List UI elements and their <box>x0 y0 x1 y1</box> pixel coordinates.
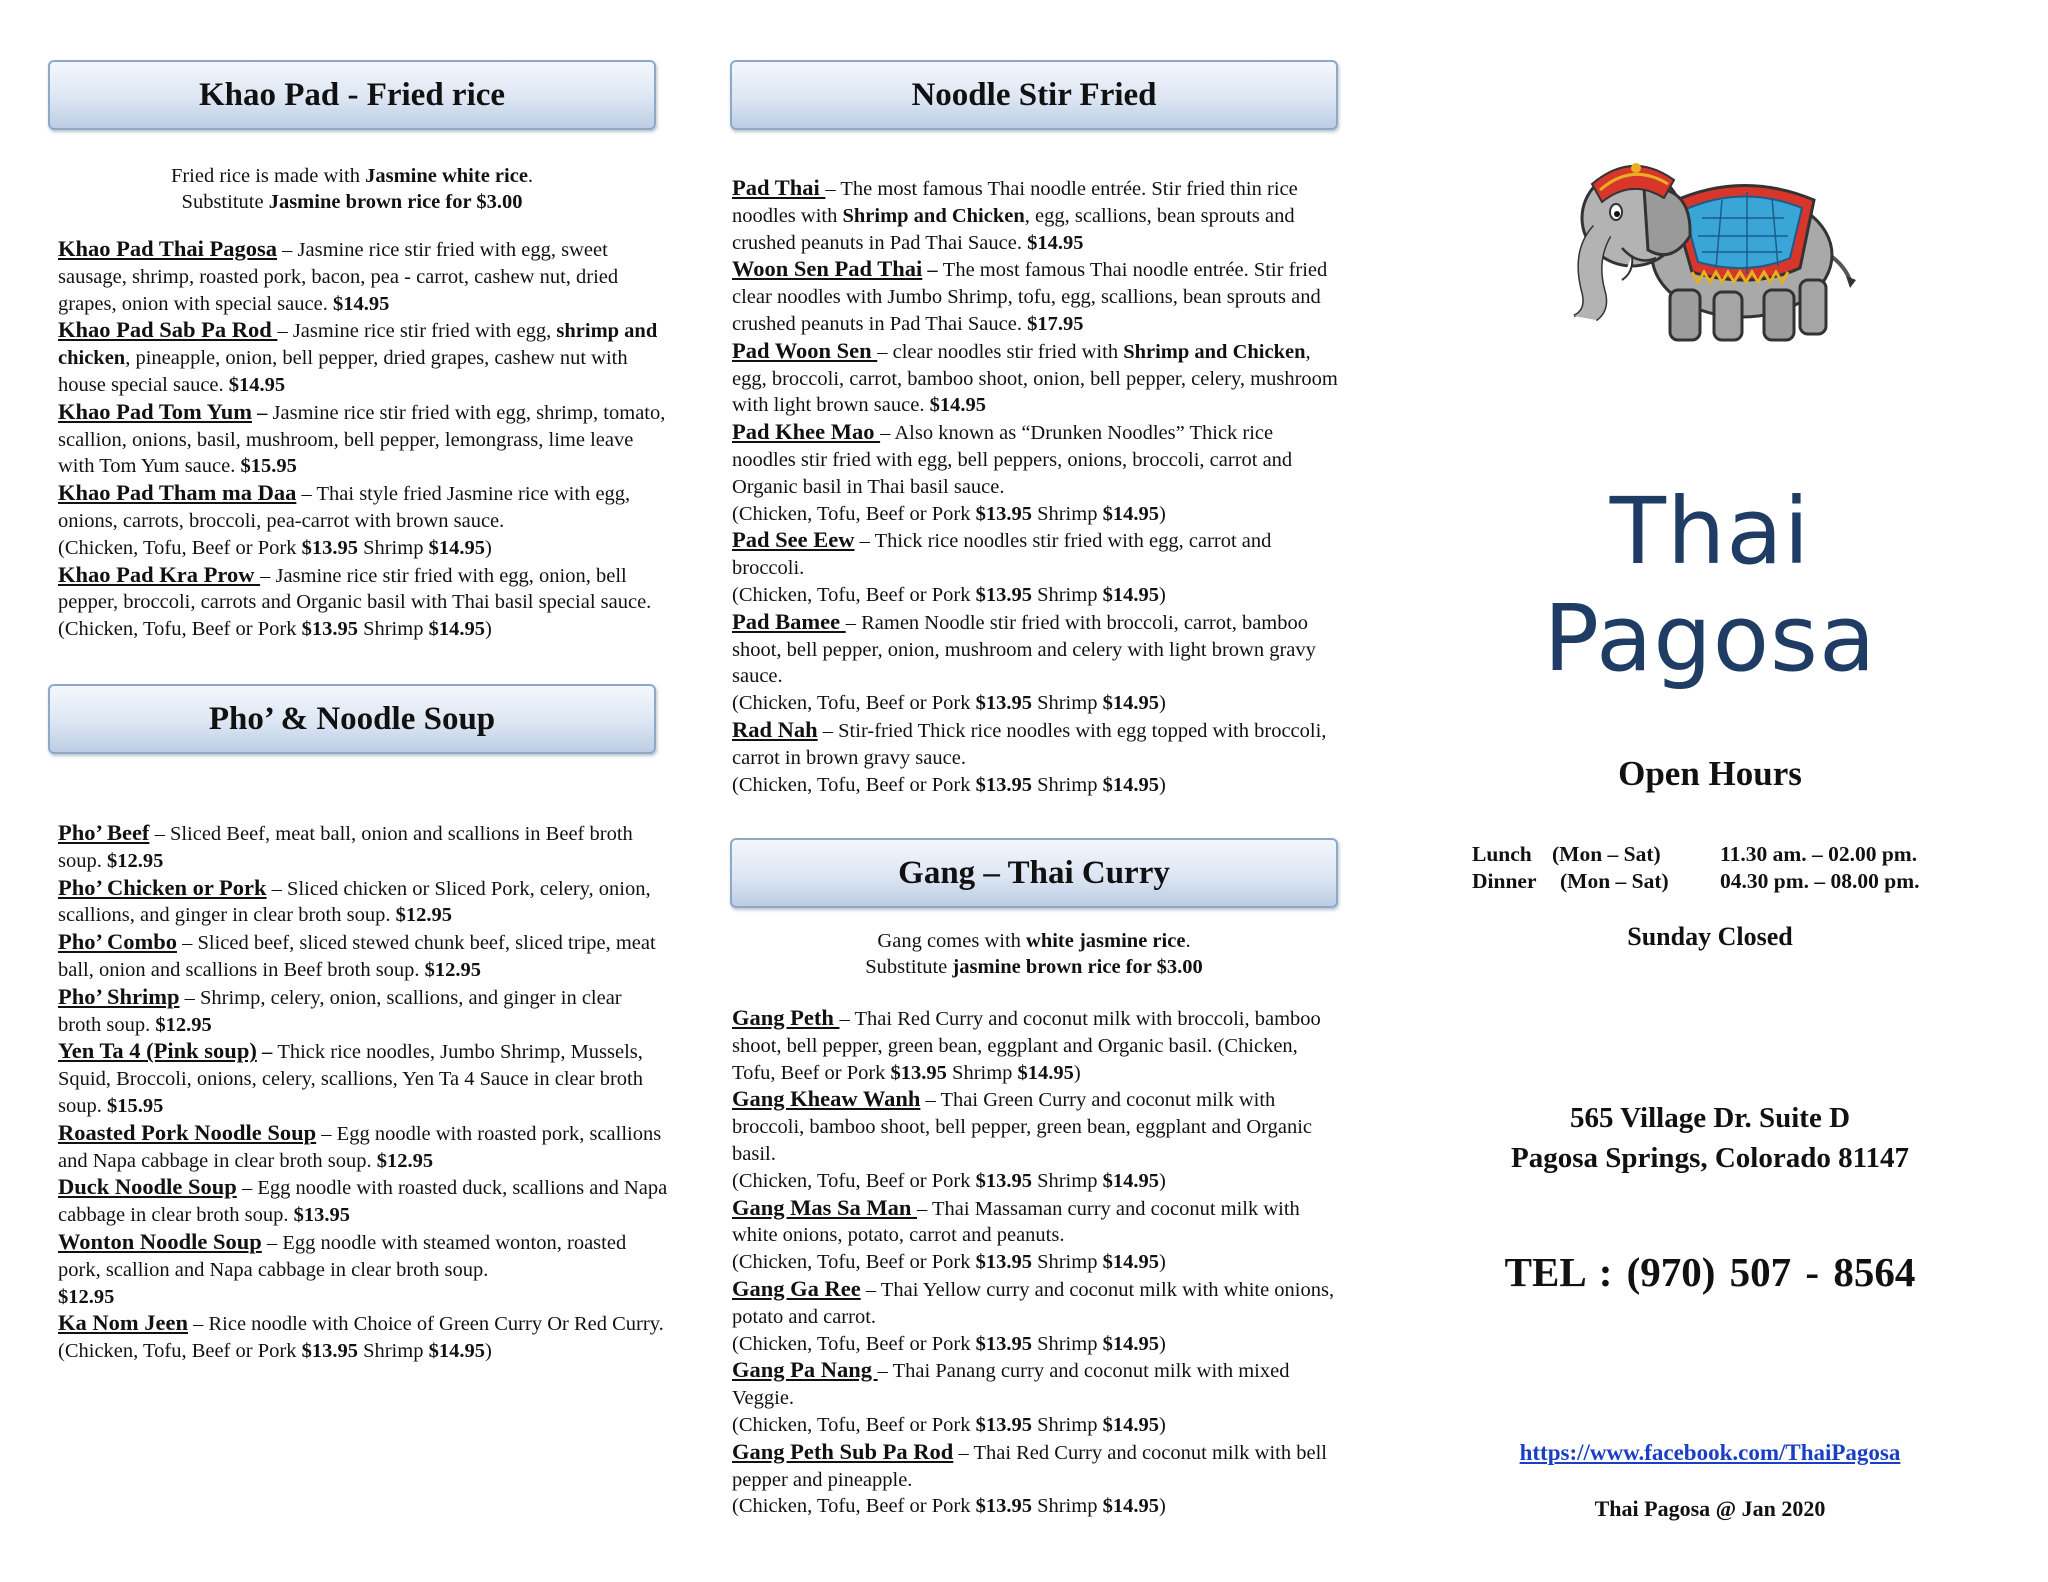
menu-item-options: (Chicken, Tofu, Beef or Pork <box>732 1332 976 1355</box>
menu-item-name: Pad Thai <box>732 175 826 200</box>
menu-item-description: Jasmine rice stir fried with egg, shrimp, tomato, scallion, onions, basil, mushroom, bell pepper, lemongrass, lime leave with Tom Yum sauce. <box>58 401 666 478</box>
menu-item <box>58 480 668 561</box>
menu-item-price: $13.95 <box>301 536 358 559</box>
menu-item-description: , egg, scallions, bean sprouts and crushed peanuts in Pad Thai Sauce. <box>732 204 1295 254</box>
menu-item-separator: – <box>256 1041 278 1064</box>
menu-item-price: $14.95 <box>428 1340 485 1363</box>
menu-item-name: Rad Nah <box>732 716 818 742</box>
menu-item-options: Shrimp <box>357 618 429 641</box>
menu-item-options: ) <box>1158 1251 1166 1274</box>
menu-item-price: $14.95 <box>1027 231 1084 254</box>
menu-item-options: ) <box>1158 1413 1166 1436</box>
menu-item-options: Shrimp <box>1031 502 1103 525</box>
menu-item-name: Pad Khee Mao <box>732 419 881 445</box>
menu-item-description: – Jasmine rice stir fried with egg, <box>277 320 557 343</box>
menu-item-price: $13.95 <box>975 502 1032 525</box>
menu-item <box>58 1310 668 1365</box>
menu-item-price: $12.95 <box>395 904 452 927</box>
menu-item-options: Shrimp <box>1031 1413 1103 1436</box>
menu-item-description: – Stir-fried Thick rice noodles with egg topped with broccoli, carrot in brown gravy sauce. <box>732 719 1327 769</box>
open-hours-title: Open Hours <box>1618 754 1802 793</box>
menu-item-options: Shrimp <box>1031 1332 1103 1355</box>
footer-copyright: Thai Pagosa @ Jan 2020 <box>1594 1496 1826 1521</box>
menu-item-name: Khao Pad Tham ma Daa <box>58 480 297 506</box>
hours-dinner-time: 04.30 pm. – 08.00 pm. <box>1720 869 1920 893</box>
menu-item-options: (Chicken, Tofu, Beef or Pork <box>732 773 976 796</box>
menu-item-name: Gang Peth <box>732 1005 840 1030</box>
hours-lunch-label: Lunch <box>1472 842 1532 866</box>
menu-item-name: Gang Ga Ree <box>732 1275 861 1301</box>
menu-item-price: $14.95 <box>1102 1495 1159 1518</box>
section-header-noodle: Noodle Stir Fried <box>730 60 1338 130</box>
menu-item-options: ) <box>1158 773 1166 796</box>
hours-dinner-label: Dinner <box>1472 869 1537 893</box>
menu-item-options: (Chicken, Tofu, Beef or Pork <box>732 1251 976 1274</box>
menu-item-description: Shrimp <box>946 1061 1018 1084</box>
menu-item-options: ) <box>1158 1169 1166 1192</box>
elephant-logo-icon <box>1552 140 1868 350</box>
menu-item-description: – Thai Red Curry and coconut milk with broccoli, bamboo shoot, bell pepper, green bean, eggplant and Organic basil. (Chicken, Tofu, Beef or Pork <box>732 1008 1321 1084</box>
menu-item-options: ) <box>484 618 492 641</box>
menu-item-options: Shrimp <box>1031 1169 1103 1192</box>
menu-item <box>732 256 1342 337</box>
menu-item-description: – Egg noodle with steamed wonton, roasted pork, scallion and Napa cabbage in clear broth soup. <box>58 1231 627 1281</box>
menu-item <box>58 875 668 930</box>
menu-item-description: Thick rice noodles, Jumbo Shrimp, Mussels, Squid, Broccoli, onions, celery, scallions, Yen Ta 4 Sauce in clear broth soup. <box>58 1041 643 1117</box>
menu-item-options: (Chicken, Tofu, Beef or Pork <box>732 692 976 715</box>
menu-item-highlight: Shrimp and Chicken <box>842 204 1025 227</box>
menu-item-description: – Egg noodle with roasted duck, scallions and Napa cabbage in clear broth soup. <box>58 1177 668 1227</box>
menu-item-description: – Thick rice noodles stir fried with egg, carrot and broccoli. <box>732 530 1272 580</box>
menu-item-price: $14.95 <box>1102 773 1159 796</box>
menu-item <box>732 527 1342 608</box>
menu-item-price: $15.95 <box>106 1094 164 1117</box>
menu-item <box>732 175 1342 256</box>
menu-item <box>58 984 668 1039</box>
menu-item-name: Wonton Noodle Soup <box>58 1228 262 1254</box>
address <box>1450 1098 1970 1178</box>
menu-item-options: ) <box>1158 502 1166 525</box>
menu-item-description: – The most famous Thai noodle entrée. Stir fried thin rice noodles with <box>732 178 1298 227</box>
menu-item-name: Pho’ Combo <box>58 929 177 955</box>
menu-item-options: (Chicken, Tofu, Beef or Pork <box>732 583 976 606</box>
menu-item-description: – Thai style fried Jasmine rice with egg, onions, carrots, broccoli, pea-carrot with brown sauce. <box>58 483 631 532</box>
menu-item-name: Pad Woon Sen <box>732 337 878 363</box>
menu-item <box>58 1038 668 1119</box>
menu-item <box>732 419 1342 527</box>
menu-item-options: (Chicken, Tofu, Beef or Pork <box>732 1495 976 1518</box>
menu-item-description: – Also known as “Drunken Noodles” Thick rice noodles stir fried with egg, bell peppers, onions, broccoli, carrot and Organic basil in Thai basil sauce. <box>732 422 1293 498</box>
menu-item-description: , egg, broccoli, carrot, bamboo shoot, onion, bell pepper, celery, mushroom with light brown sauce. <box>732 340 1338 417</box>
menu-item-price: $14.95 <box>929 394 986 417</box>
menu-item <box>732 717 1342 798</box>
menu-item-name: Gang Kheaw Wanh <box>732 1086 921 1112</box>
item-list-pho <box>58 820 668 1365</box>
menu-item-options: Shrimp <box>1031 1495 1103 1518</box>
menu-item <box>732 1276 1342 1357</box>
menu-item-options: (Chicken, Tofu, Beef or Pork <box>58 1340 302 1363</box>
facebook-link[interactable]: https://www.facebook.com/ThaiPagosa <box>1519 1440 1901 1465</box>
menu-item-highlight: $14.95 <box>1017 1061 1074 1084</box>
menu-item-highlight: $13.95 <box>890 1061 947 1084</box>
menu-item <box>732 1086 1342 1194</box>
menu-item-price: $12.95 <box>376 1149 434 1172</box>
menu-item-price: $14.95 <box>1102 692 1159 715</box>
menu-item-options: (Chicken, Tofu, Beef or Pork <box>58 536 302 559</box>
menu-item-name: Ka Nom Jeen <box>58 1310 188 1336</box>
menu-item <box>58 562 668 643</box>
menu-item-name: Woon Sen Pad Thai <box>732 256 923 282</box>
menu-item-options: (Chicken, Tofu, Beef or Pork <box>732 1413 976 1436</box>
item-list-curry <box>732 1005 1342 1520</box>
menu-item <box>732 1357 1342 1438</box>
menu-item-name: Pad Bamee <box>732 608 846 634</box>
menu-item-options: Shrimp <box>1031 1251 1103 1274</box>
address-line-2: Pagosa Springs, Colorado 81147 <box>1511 1142 1909 1174</box>
menu-item-price: $14.95 <box>428 618 485 641</box>
menu-item-description: – Jasmine rice stir fried with egg, sweet sausage, shrimp, roasted pork, bacon, pea - carrot, cashew nut, dried grapes, onion with special sauce. <box>58 239 619 315</box>
hours-lunch-time: 11.30 am. – 02.00 pm. <box>1720 842 1918 866</box>
menu-item-description: – Thai Panang curry and coconut milk with mixed Veggie. <box>732 1360 1290 1410</box>
menu-item-name: Duck Noodle Soup <box>58 1174 237 1200</box>
menu-item-price: $12.95 <box>155 1013 212 1036</box>
menu-item-price: $15.95 <box>240 455 297 478</box>
menu-item-price: $14.95 <box>228 373 286 396</box>
menu-item <box>58 1229 668 1310</box>
menu-item-options: ) <box>1158 692 1166 715</box>
menu-item-name: Roasted Pork Noodle Soup <box>58 1119 317 1145</box>
menu-item <box>732 1005 1342 1086</box>
menu-item-description: – Ramen Noodle stir fried with broccoli, carrot, bamboo shoot, bell pepper, onion, mushroom and celery with light brown gravy sauce. <box>732 611 1316 688</box>
address-line-1: 565 Village Dr. Suite D <box>1569 1102 1851 1134</box>
menu-item-description: – Thai Green Curry and coconut milk with broccoli, bamboo shoot, bell pepper, green bean, eggplant and Organic basil. <box>732 1089 1313 1165</box>
menu-item-price: $14.95 <box>332 292 390 315</box>
menu-item <box>58 236 668 317</box>
hours-lunch-days: (Mon – Sat) <box>1552 842 1661 866</box>
menu-item <box>732 609 1342 717</box>
menu-item-price: $13.95 <box>975 692 1032 715</box>
menu-item-price: $13.95 <box>975 773 1032 796</box>
menu-item-price: $14.95 <box>1102 1169 1159 1192</box>
menu-item <box>58 1120 668 1175</box>
menu-item-description: – Thai Massaman curry and coconut milk with white onions, potato, carrot and peanuts. <box>732 1197 1300 1247</box>
menu-item-name: Pho’ Shrimp <box>58 983 180 1009</box>
menu-item <box>58 820 668 875</box>
menu-item-highlight: shrimp and chicken <box>58 320 658 370</box>
menu-item-separator: – <box>252 401 273 424</box>
menu-item-options: Shrimp <box>1031 773 1103 796</box>
section-header-pho: Pho’ & Noodle Soup <box>48 684 656 754</box>
menu-item-price: $14.95 <box>428 536 485 559</box>
section-note-khao-pad: Fried rice is made with Jasmine white rice. Substitute Jasmine brown rice for $3.00 <box>170 165 534 213</box>
menu-item-options: Shrimp <box>1031 583 1103 606</box>
menu-item-name: Pho’ Beef <box>58 820 150 845</box>
section-header-curry: Gang – Thai Curry <box>730 838 1338 908</box>
menu-item <box>58 929 668 984</box>
menu-item-options: ) <box>1158 583 1166 606</box>
section-note-curry: Gang comes with white jasmine rice. Substitute jasmine brown rice for $3.00 <box>865 930 1203 978</box>
menu-item-name: Khao Pad Thai Pagosa <box>58 236 278 261</box>
menu-item-description: – Jasmine rice stir fried with egg, onion, bell pepper, broccoli, carrots and Organic basil with Thai basil special sauce. <box>58 564 652 614</box>
item-list-noodle <box>732 175 1342 798</box>
menu-item-name: Pho’ Chicken or Pork <box>58 874 267 900</box>
hours-dinner-days: (Mon – Sat) <box>1560 869 1669 893</box>
menu-item-name: Yen Ta 4 (Pink soup) <box>58 1038 257 1064</box>
menu-item-options: Shrimp <box>357 536 429 559</box>
menu-item-price: $13.95 <box>975 1332 1032 1355</box>
menu-item-description: – Egg noodle with roasted pork, scallions and Napa cabbage in clear broth soup. <box>58 1122 662 1172</box>
menu-item-options: (Chicken, Tofu, Beef or Pork <box>732 502 976 525</box>
menu-item-price: $13.95 <box>301 618 358 641</box>
menu-item-description: – Shrimp, celery, onion, scallions, and ginger in clear broth soup. <box>58 986 622 1036</box>
menu-item-price: $12.95 <box>106 849 164 872</box>
menu-item-name: Pad See Eew <box>732 527 855 553</box>
menu-item <box>58 317 668 398</box>
menu-item-price: $14.95 <box>1102 1413 1159 1436</box>
menu-item-description: , pineapple, onion, bell pepper, dried grapes, cashew nut with house special sauce. <box>58 347 628 396</box>
menu-item-description: – clear noodles stir fried with <box>877 340 1124 363</box>
menu-item-price: $13.95 <box>293 1204 351 1227</box>
menu-item-price: $13.95 <box>975 1413 1032 1436</box>
menu-item-price: $13.95 <box>975 1169 1032 1192</box>
menu-item-price: $17.95 <box>1027 312 1084 335</box>
phone-number: TEL : (970) 507 - 8564 <box>1504 1249 1916 1295</box>
section-header-khao-pad: Khao Pad - Fried rice <box>48 60 656 130</box>
menu-item-name: Gang Pa Nang <box>732 1357 878 1383</box>
menu-item-options: ) <box>484 1340 492 1363</box>
menu-item-price: $13.95 <box>975 1251 1032 1274</box>
menu-item <box>732 338 1342 419</box>
menu-item-name: Gang Peth Sub Pa Rod <box>732 1438 954 1464</box>
menu-item-price: $13.95 <box>975 583 1032 606</box>
menu-item-description: – Sliced Beef, meat ball, onion and scallions in Beef broth soup. <box>58 823 633 872</box>
menu-item-description: – Sliced beef, sliced stewed chunk beef, sliced tripe, meat ball, onion and scallions in Beef broth soup. <box>58 932 656 981</box>
menu-item-name: Khao Pad Kra Prow <box>58 561 261 587</box>
menu-item-options: Shrimp <box>357 1340 429 1363</box>
menu-item-options: Shrimp <box>1031 692 1103 715</box>
menu-item <box>732 1195 1342 1276</box>
menu-item-price: $14.95 <box>1102 583 1159 606</box>
menu-item-description: – Sliced chicken or Sliced Pork, celery, onion, scallions, and ginger in clear broth soup. <box>58 877 651 927</box>
menu-item <box>732 1439 1342 1520</box>
menu-item-description: – Rice noodle with Choice of Green Curry Or Red Curry. <box>187 1313 664 1336</box>
menu-item-options: ) <box>1158 1495 1166 1518</box>
menu-item-description: – Thai Red Curry and coconut milk with bell pepper and pineapple. <box>732 1441 1327 1491</box>
hours-sunday: Sunday Closed <box>1627 922 1793 951</box>
item-list-khao-pad <box>58 236 668 643</box>
menu-item-options: (Chicken, Tofu, Beef or Pork <box>732 1169 976 1192</box>
menu-item <box>58 399 668 480</box>
menu-item-price: $13.95 <box>975 1495 1032 1518</box>
menu-item-name: Khao Pad Tom Yum <box>58 398 253 424</box>
menu-item-options: (Chicken, Tofu, Beef or Pork <box>58 618 302 641</box>
brand-name: Thai Pagosa <box>1543 478 1877 692</box>
menu-item-name: Khao Pad Sab Pa Rod <box>58 317 278 343</box>
menu-item-price: $14.95 <box>1102 502 1159 525</box>
menu-item-price: $14.95 <box>1102 1332 1159 1355</box>
menu-item-options: ) <box>1158 1332 1166 1355</box>
menu-item-price: $13.95 <box>301 1340 358 1363</box>
menu-item-separator: – <box>922 259 943 282</box>
menu-item-price: $12.95 <box>424 958 482 981</box>
menu-item-description: ) <box>1073 1061 1081 1084</box>
menu-item-description: – Thai Yellow curry and coconut milk with white onions, potato and carrot. <box>732 1278 1335 1328</box>
menu-item-name: Gang Mas Sa Man <box>732 1194 918 1220</box>
menu-item-options: ) <box>484 536 492 559</box>
menu-item <box>58 1174 668 1229</box>
menu-item-price: $14.95 <box>1102 1251 1159 1274</box>
menu-item-price: $12.95 <box>58 1285 115 1308</box>
menu-item-highlight: Shrimp and Chicken <box>1123 340 1306 363</box>
menu-item-description: The most famous Thai noodle entrée. Stir fried clear noodles with Jumbo Shrimp, tofu, egg, scallions, bean sprouts and crushed peanuts in Pad Thai Sauce. <box>732 259 1328 335</box>
